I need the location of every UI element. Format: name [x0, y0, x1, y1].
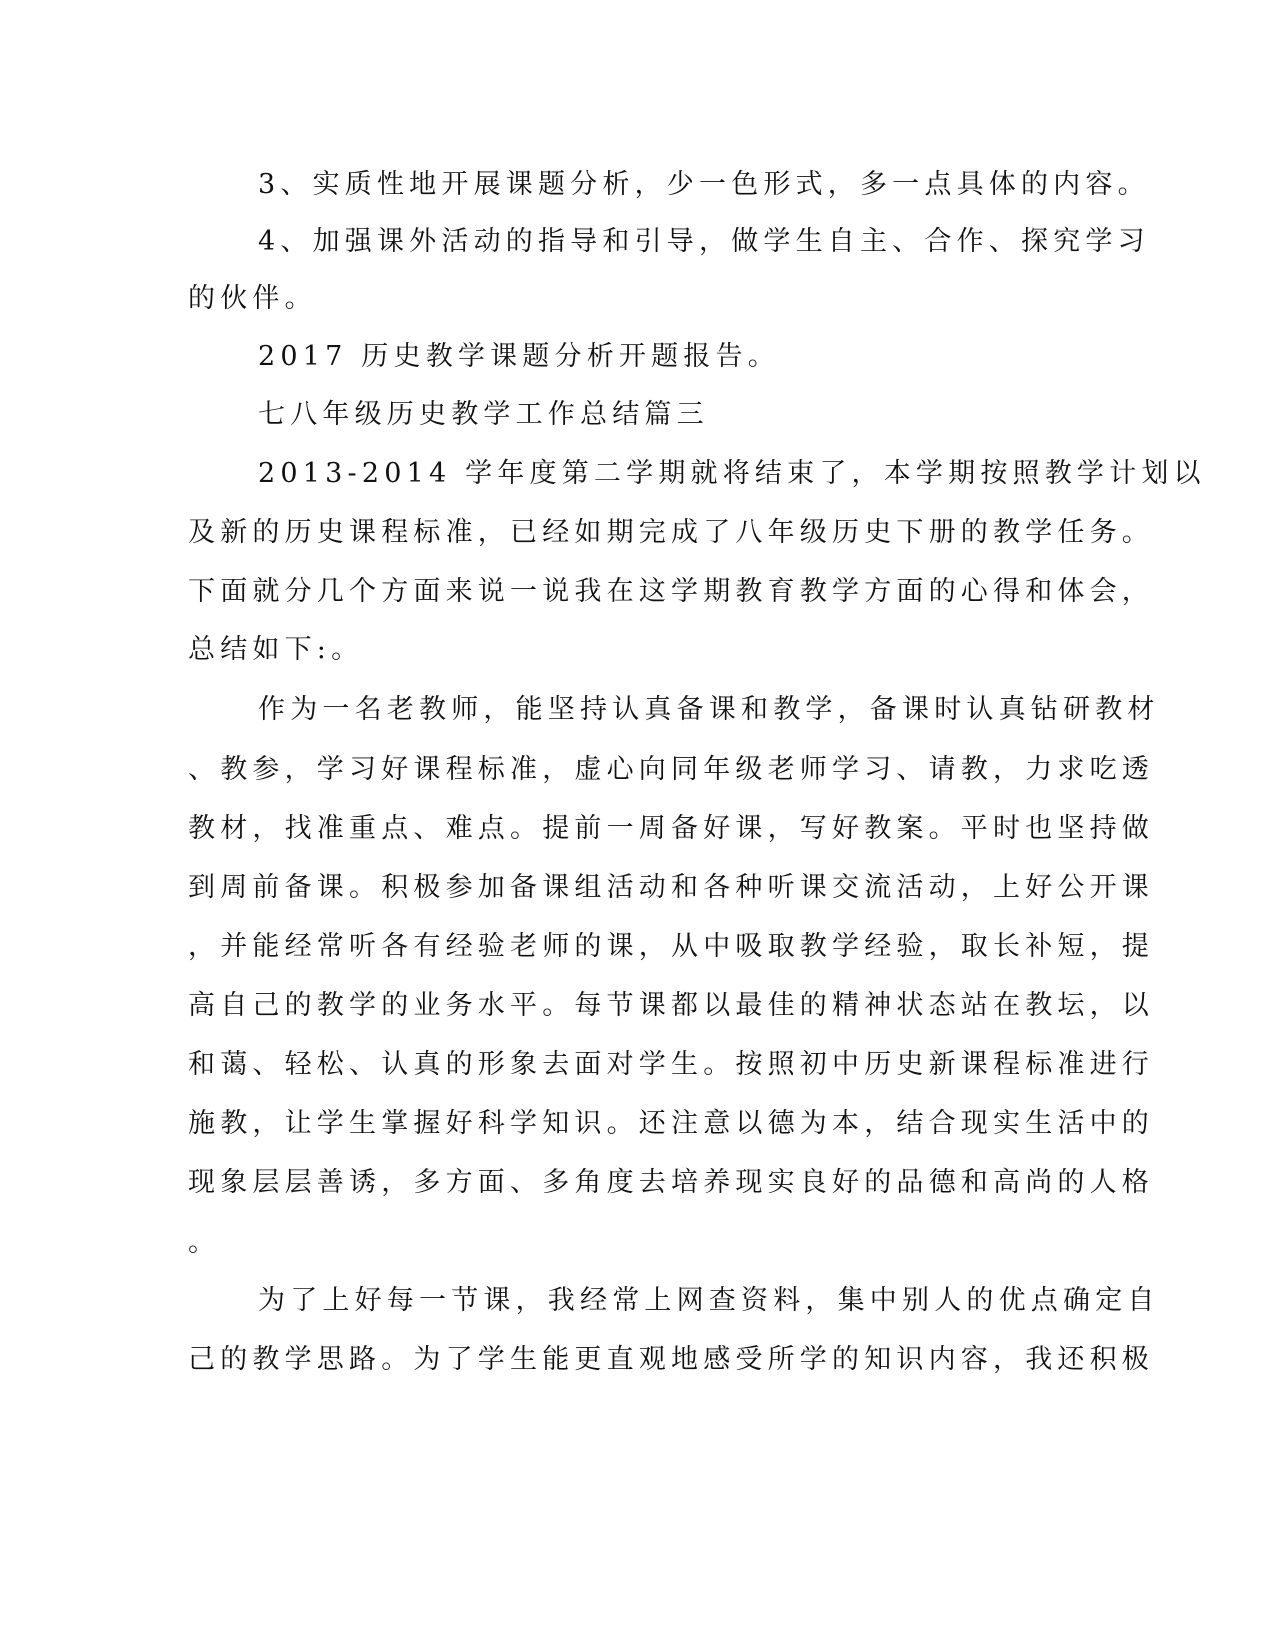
text-line-7: 及新的历史课程标准，已经如期完成了八年级历史下册的教学任务。: [188, 517, 1154, 548]
text-line-2: 4、加强课外活动的指导和引导，做学生自主、合作、探究学习: [258, 226, 1150, 257]
text-line-12: 教材，找准重点、难点。提前一周备好课，写好教案。平时也坚持做: [188, 813, 1154, 844]
text-line-4: 2017 历史教学课题分析开题报告。: [258, 341, 780, 372]
text-line-17: 施教，让学生掌握好科学知识。还注意以德为本，结合现实生活中的: [188, 1108, 1154, 1139]
text-line-9: 总结如下:。: [188, 634, 364, 665]
text-line-6: 2013-2014 学年度第二学期就将结束了，本学期按照教学计划以: [258, 458, 1206, 489]
text-line-11: 、教参，学习好课程标准，虚心向同年级老师学习、请教，力求吃透: [188, 754, 1154, 785]
text-line-13: 到周前备课。积极参加备课组活动和各种听课交流活动，上好公开课: [188, 872, 1154, 903]
text-line-20: 为了上好每一节课，我经常上网查资料，集中别人的优点确定自: [258, 1285, 1160, 1316]
text-line-14: ，并能经常听各有经验老师的课，从中吸取教学经验，取长补短，提: [188, 931, 1154, 962]
text-line-16: 和蔼、轻松、认真的形象去面对学生。按照初中历史新课程标准进行: [188, 1049, 1154, 1080]
section-heading: 七八年级历史教学工作总结篇三: [258, 399, 709, 430]
text-line-3: 的伙伴。: [188, 283, 317, 314]
text-line-18: 现象层层善诱，多方面、多角度去培养现实良好的品德和高尚的人格: [188, 1167, 1154, 1198]
text-line-15: 高自己的教学的业务水平。每节课都以最佳的精神状态站在教坛，以: [188, 990, 1154, 1021]
text-line-1: 3、实质性地开展课题分析，少一色形式，多一点具体的内容。: [258, 169, 1150, 200]
text-line-21: 己的教学思路。为了学生能更直观地感受所学的知识内容，我还积极: [188, 1344, 1154, 1375]
text-line-8: 下面就分几个方面来说一说我在这学期教育教学方面的心得和体会，: [188, 576, 1154, 607]
text-line-10: 作为一名老教师，能坚持认真备课和教学，备课时认真钻研教材: [258, 694, 1160, 725]
text-line-19: 。: [188, 1227, 221, 1258]
